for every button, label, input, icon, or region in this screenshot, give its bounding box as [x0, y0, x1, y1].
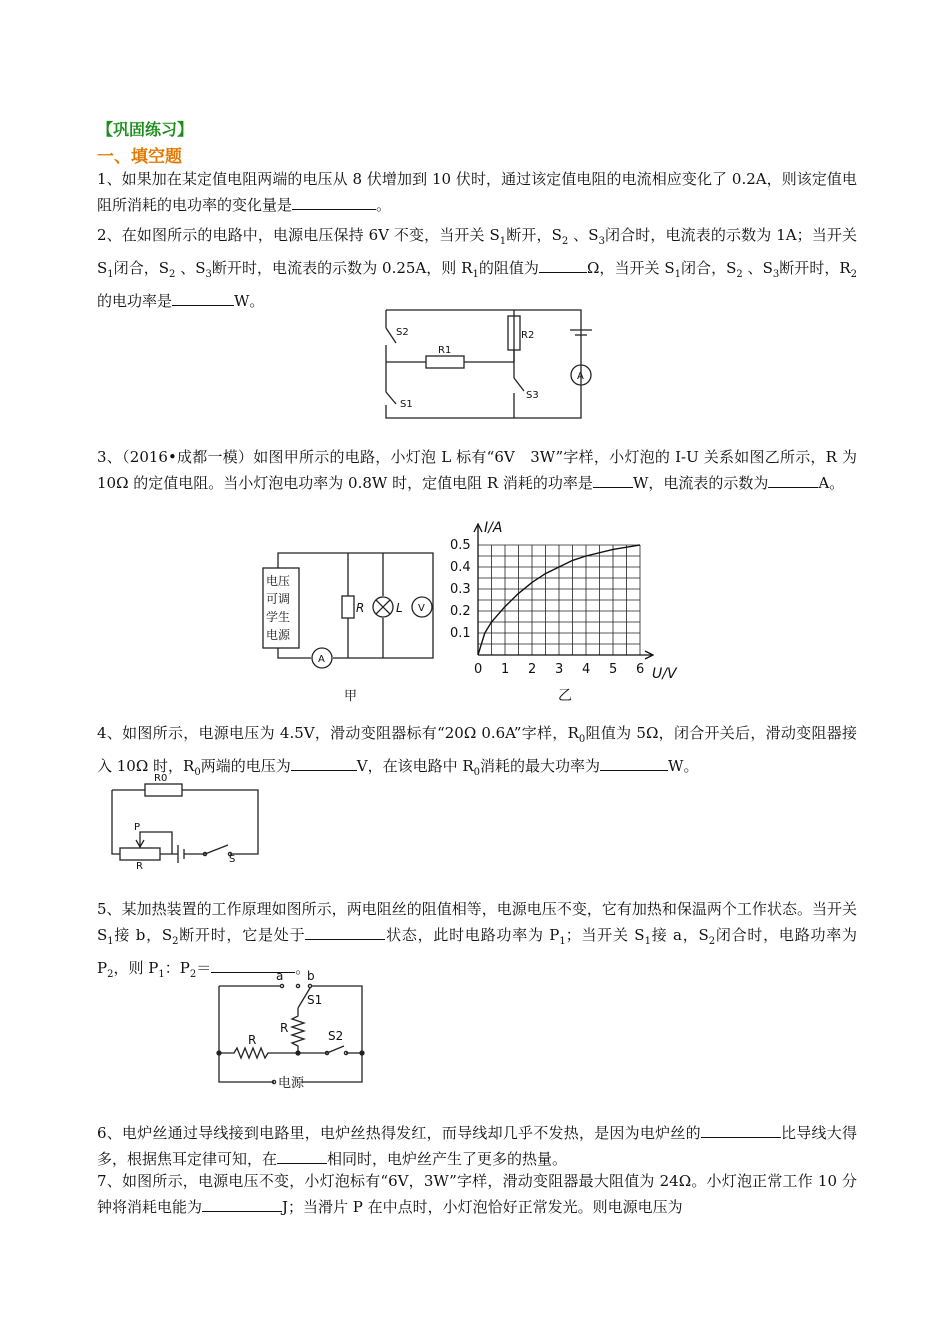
label-r2: R2	[521, 330, 535, 341]
x-tick-label: 2	[528, 662, 537, 677]
ammeter-label: A	[577, 371, 584, 382]
answer-blank	[768, 471, 818, 488]
label-r-left: R	[248, 1033, 257, 1047]
y-tick-label: 0.2	[450, 604, 471, 619]
label-r: R	[136, 861, 143, 872]
lamp-label: L	[396, 601, 403, 615]
y-axis-label: I/A	[484, 520, 503, 536]
answer-blank	[539, 256, 587, 273]
x-tick-label: 3	[555, 662, 564, 677]
x-tick-label: 0	[474, 662, 483, 677]
y-tick-label: 0.5	[450, 538, 471, 553]
iu-curve-chart	[440, 518, 700, 708]
circuit-diagram-q2	[378, 300, 588, 425]
source-label-line2: 可调	[266, 592, 291, 606]
question-1: 1、如果加在某定值电阻两端的电压从 8 伏增加到 10 伏时，通过该定值电阻的电流相应变化了 0.2A，则该定值电阻所消耗的电功率的变化量是 。	[97, 170, 857, 214]
label-r0: R0	[154, 773, 168, 784]
label-b: b	[307, 969, 315, 983]
label-r-top: R	[280, 1021, 289, 1035]
x-tick-label: 4	[582, 662, 591, 677]
source-label-line1: 电压	[266, 574, 291, 588]
question-4: 4、如图所示，电源电压为 4.5V，滑动变阻器标有“20Ω 0.6A”字样，$R_0$阻值为 5Ω，闭合开关后，滑动变阻器接入 10Ω 时，$R_0$两端的电压为 V，在该电路中 $R_0$消耗的最大功率为 W。	[97, 724, 857, 778]
y-tick-label: 0.1	[450, 626, 471, 641]
voltmeter-label: V	[418, 603, 425, 614]
source-label-line4: 电源	[266, 628, 291, 642]
answer-blank	[292, 193, 376, 210]
label-s2: S2	[328, 1029, 344, 1043]
question-7: 7、如图所示，电源电压不变，小灯泡标有“6V，3W”字样，滑动变阻器最大阻值为 24Ω。小灯泡正常工作 10 分钟将消耗电能为 J；当滑片 P 在中点时，小灯泡恰好正常发光。则电源电压为	[97, 1172, 857, 1216]
question-2: 2、在如图所示的电路中，电源电压保持 6V 不变，当开关 $S_1$断开，$S_2$ 、$S_3$闭合时，电流表的示数为 1A；当开关 $S_1$闭合，$S_2$ 、$S_3$断开时，电流表的示数为 0.25A，则 $R_1$的阻值为 Ω，当开关 $S_1$闭合，$S_2$ 、$S_3$断开时，$R_2$的电功率是 W。	[97, 226, 858, 310]
y-tick-label: 0.3	[450, 582, 471, 597]
circuit-diagram-q4	[110, 770, 270, 872]
x-tick-label: 5	[609, 662, 618, 677]
answer-blank	[593, 471, 633, 488]
answer-blank	[305, 923, 385, 940]
figure-caption-a: 甲	[344, 689, 358, 704]
source-label-line3: 学生	[266, 610, 291, 624]
answer-blank	[202, 1195, 282, 1212]
ammeter-label: A	[318, 654, 325, 665]
label-p: P	[134, 822, 141, 833]
figure-caption-b: 乙	[558, 688, 572, 704]
resistor-label: R	[356, 601, 365, 615]
label-s1: S1	[400, 399, 413, 410]
section-subtitle: 一、填空题	[97, 147, 182, 167]
question-3: 3、（2016•成都一模）如图甲所示的电路，小灯泡 L 标有“6V 3W”字样，小灯泡的 I-U 关系如图乙所示，R 为 10Ω 的定值电阻。当小灯泡电功率为 0.8W 时，定值电阻 R 消耗的功率是 W，电流表的示数为 A。	[97, 448, 857, 492]
y-tick-label: 0.4	[450, 560, 471, 575]
circuit-diagram-q5	[212, 968, 372, 1093]
answer-blank	[172, 289, 234, 306]
label-s1: S1	[307, 993, 323, 1007]
x-tick-label: 1	[501, 662, 510, 677]
question-6: 6、电炉丝通过导线接到电路里，电炉丝热得发红，而导线却几乎不发热，是因为电炉丝的 比导线大得多，根据焦耳定律可知，在 相同时，电炉丝产生了更多的热量。	[97, 1120, 857, 1172]
answer-blank	[277, 1147, 327, 1164]
circuit-diagram-q3-a	[258, 548, 438, 708]
label-s: S	[229, 854, 236, 865]
x-axis-label: U/V	[652, 666, 677, 682]
label-s3: S3	[526, 390, 539, 401]
question-5: 5、某加热装置的工作原理如图所示，两电阻丝的阻值相等，电源电压不变，它有加热和保温两个工作状态。当开关 $S_1$接 b，$S_2$断开时，它是处于 状态，此时电路功率为 $P_1$；当开关 $S_1$接 a，$S_2$闭合时，电路功率为 $P_2$，则 $P_1$：$P_2=$ 。	[97, 900, 857, 980]
label-s2: S2	[396, 327, 409, 338]
answer-blank	[701, 1121, 781, 1138]
source-label: 电源	[278, 1076, 305, 1091]
label-r1: R1	[438, 345, 452, 356]
x-tick-label: 6	[636, 662, 645, 677]
answer-blank	[600, 754, 668, 771]
label-a: a	[276, 969, 284, 983]
answer-blank	[291, 754, 357, 771]
section-title: 【巩固练习】	[97, 120, 194, 139]
